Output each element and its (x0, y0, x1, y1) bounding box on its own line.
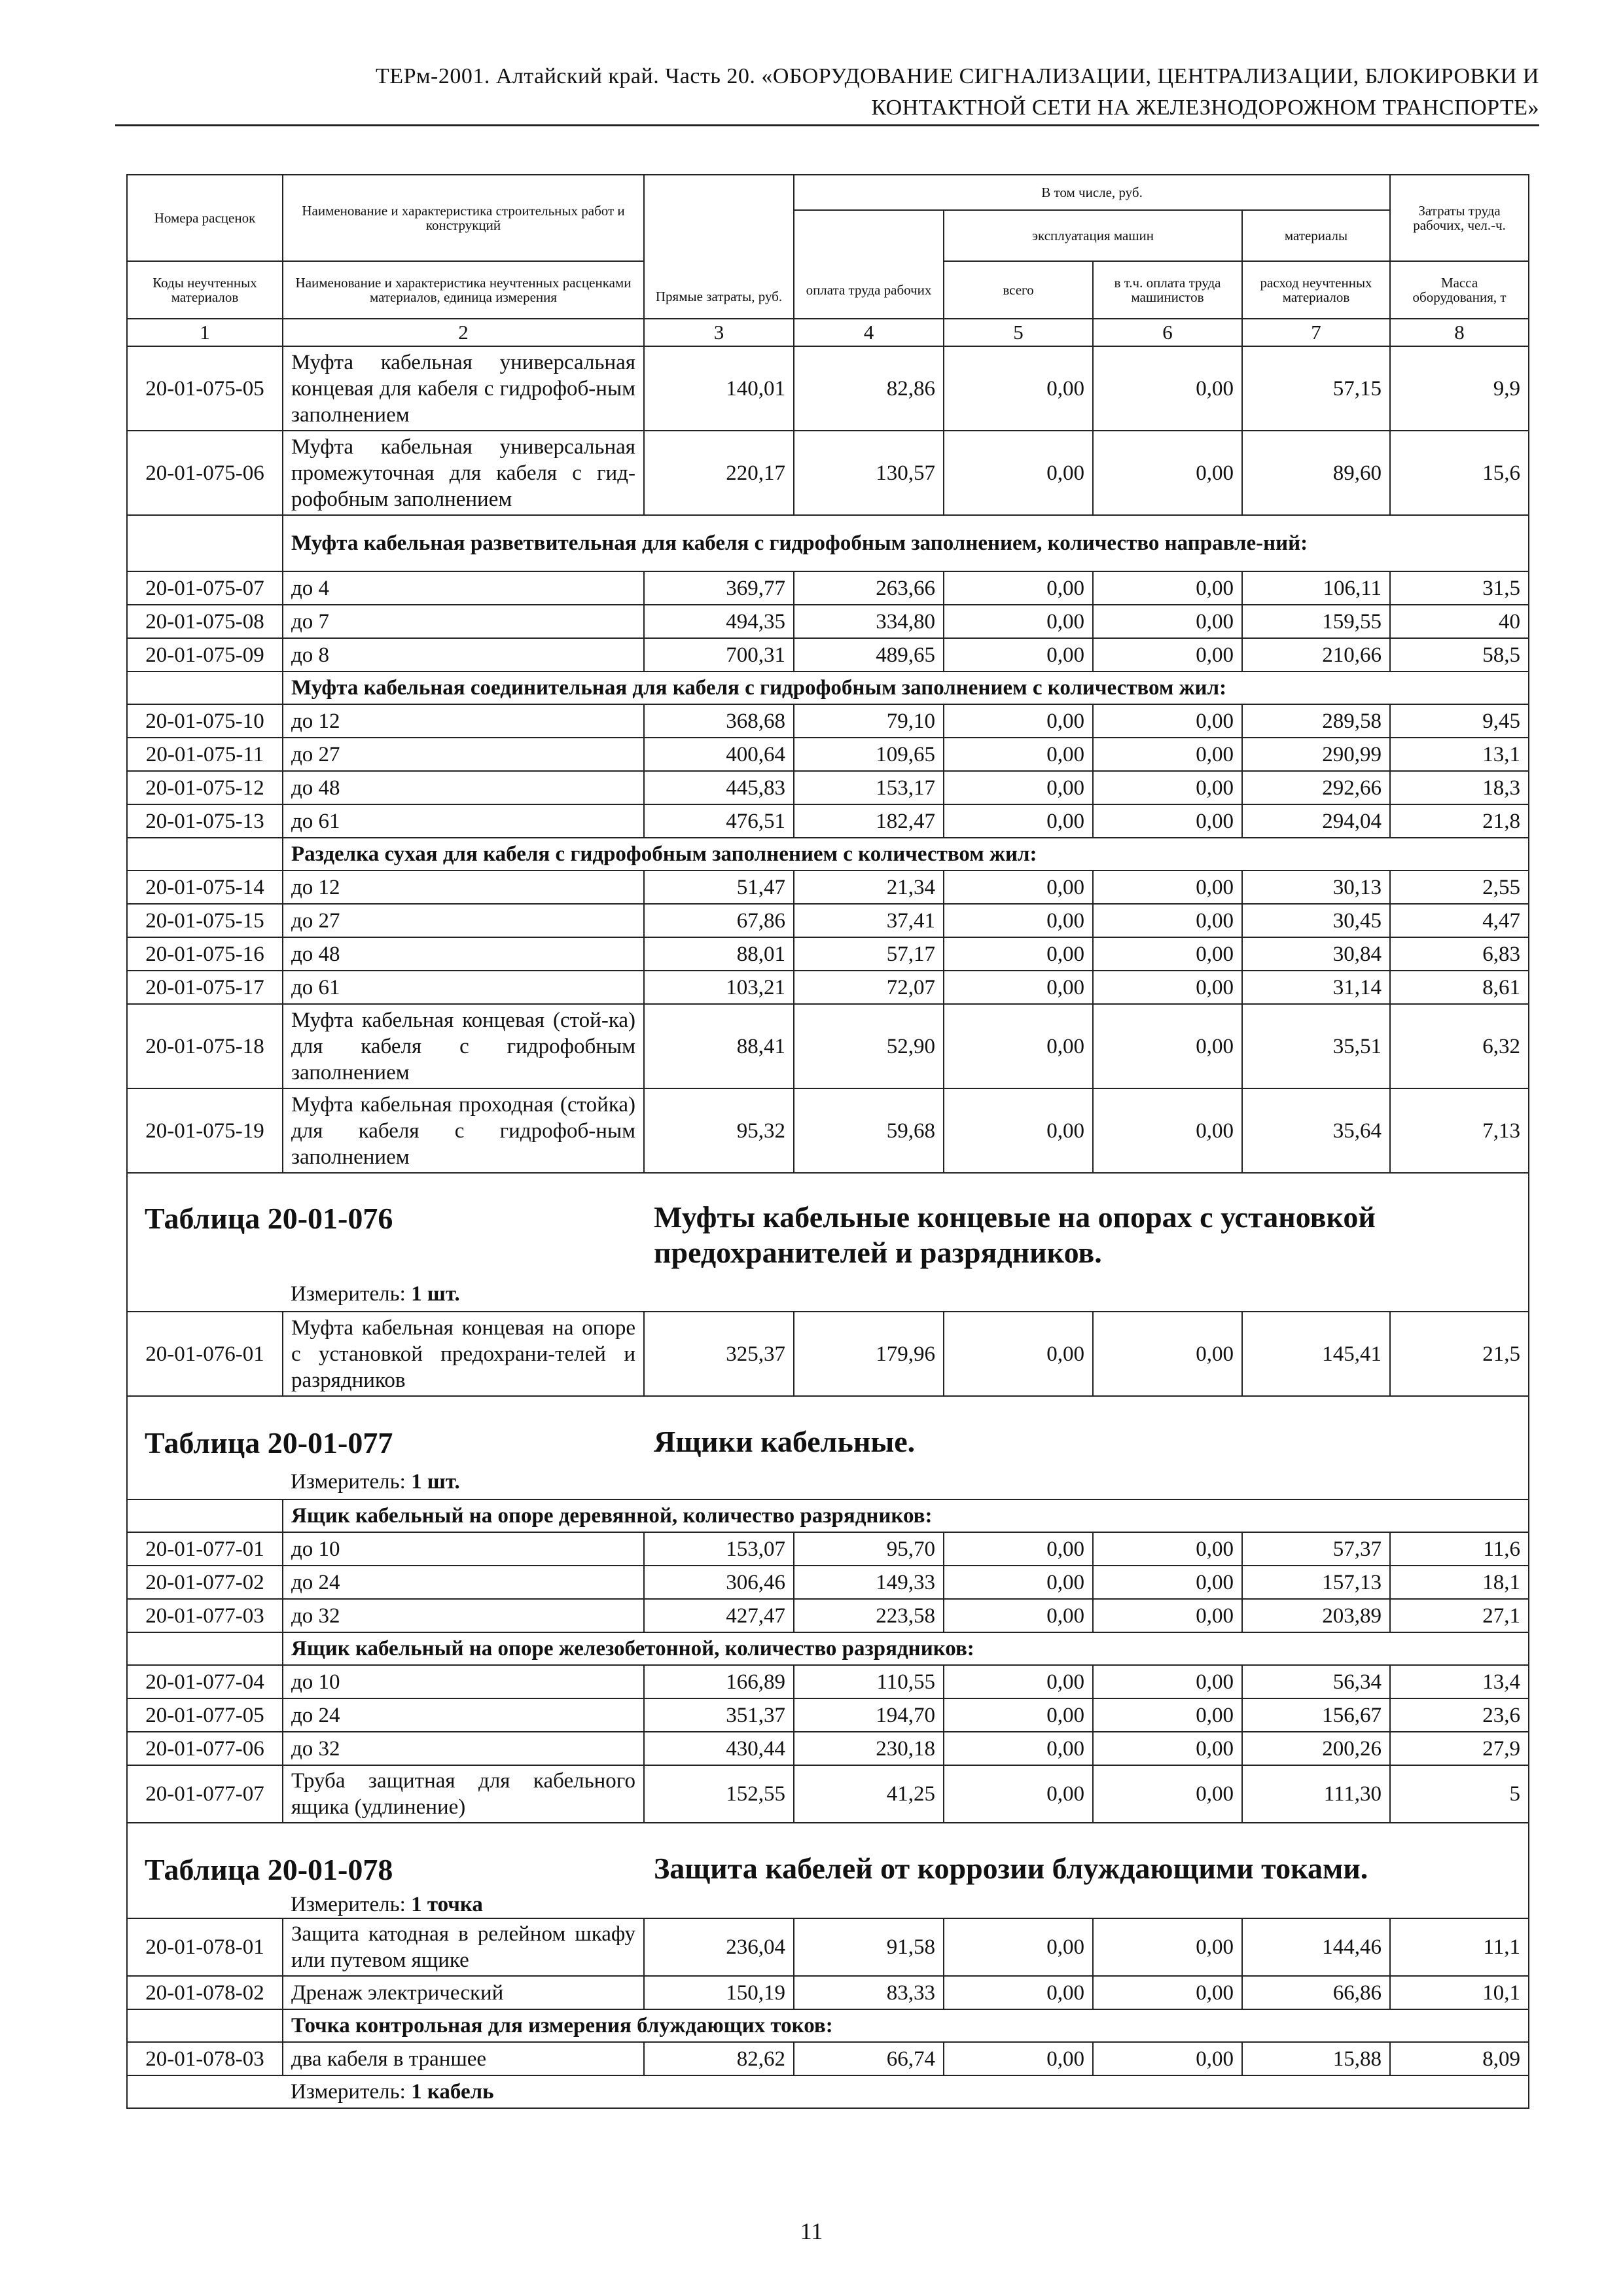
labor-cost: 27,1 (1390, 1599, 1529, 1632)
col-labor: Затраты труда рабочих, чел.-ч. (1390, 175, 1529, 261)
section-heading: Ящик кабельный на опоре деревянной, количество разрядников: (283, 1499, 1529, 1532)
table-row (127, 1532, 1529, 1566)
machines-cost: 0,00 (944, 1732, 1093, 1765)
wages-cost: 21,34 (794, 870, 944, 904)
item-name: до 24 (283, 1698, 644, 1732)
labor-cost: 5 (1390, 1765, 1529, 1823)
machinists-wages: 0,00 (1093, 1312, 1242, 1396)
table-row (127, 904, 1529, 937)
direct-cost: 150,19 (644, 1976, 794, 2009)
machines-cost: 0,00 (944, 605, 1093, 638)
item-name: до 10 (283, 1532, 644, 1566)
direct-cost: 368,68 (644, 704, 794, 738)
col-codes: Коды неучтенных материалов (127, 261, 283, 319)
item-name: Дренаж электрический (283, 1976, 644, 2009)
col-machinists-wages: в т.ч. оплата труда машинистов (1093, 261, 1242, 319)
materials-cost: 200,26 (1242, 1732, 1390, 1765)
item-name: до 12 (283, 704, 644, 738)
table-title: Ящики кабельные. (654, 1425, 916, 1458)
rate-code: 20-01-075-18 (127, 1004, 283, 1088)
machinists-wages: 0,00 (1093, 346, 1242, 431)
materials-cost: 30,45 (1242, 904, 1390, 937)
table-row (127, 771, 1529, 804)
running-header-line-1: ТЕРм-2001. Алтайский край. Часть 20. «ОБОРУДОВАНИЕ СИГНАЛИЗАЦИИ, ЦЕНТРАЛИЗАЦИИ, БЛОКИРОВКИ И (376, 64, 1539, 88)
labor-cost: 15,6 (1390, 431, 1529, 515)
col-number: 5 (944, 319, 1093, 346)
materials-cost: 15,88 (1242, 2042, 1390, 2075)
direct-cost: 325,37 (644, 1312, 794, 1396)
materials-cost: 35,64 (1242, 1088, 1390, 1173)
rate-code: 20-01-077-04 (127, 1665, 283, 1698)
machinists-wages: 0,00 (1093, 1004, 1242, 1088)
col-number: 8 (1390, 319, 1529, 346)
direct-cost: 476,51 (644, 804, 794, 838)
materials-cost: 159,55 (1242, 605, 1390, 638)
wages-cost: 334,80 (794, 605, 944, 638)
rate-code: 20-01-075-10 (127, 704, 283, 738)
machines-cost: 0,00 (944, 1765, 1093, 1823)
materials-cost: 144,46 (1242, 1918, 1390, 1976)
materials-cost: 57,37 (1242, 1532, 1390, 1566)
table-number: Таблица 20-01-077 (145, 1426, 393, 1460)
materials-cost: 203,89 (1242, 1599, 1390, 1632)
table-row (127, 1732, 1529, 1765)
col-machines: эксплуатация машин (944, 210, 1242, 261)
col-wages: оплата труда рабочих (794, 261, 944, 319)
machines-cost: 0,00 (944, 1566, 1093, 1599)
direct-cost: 700,31 (644, 638, 794, 672)
wages-cost: 182,47 (794, 804, 944, 838)
rate-code: 20-01-077-05 (127, 1698, 283, 1732)
header-rule (115, 124, 1539, 126)
machines-cost: 0,00 (944, 571, 1093, 605)
wages-cost: 489,65 (794, 638, 944, 672)
table-row (127, 1976, 1529, 2009)
item-name: до 61 (283, 804, 644, 838)
rate-code: 20-01-075-17 (127, 971, 283, 1004)
wages-cost: 149,33 (794, 1566, 944, 1599)
wages-cost: 179,96 (794, 1312, 944, 1396)
labor-cost: 10,1 (1390, 1976, 1529, 2009)
materials-cost: 210,66 (1242, 638, 1390, 672)
item-name: до 7 (283, 605, 644, 638)
direct-cost: 51,47 (644, 870, 794, 904)
machines-cost: 0,00 (944, 804, 1093, 838)
machinists-wages: 0,00 (1093, 904, 1242, 937)
machinists-wages: 0,00 (1093, 1599, 1242, 1632)
labor-cost: 6,32 (1390, 1004, 1529, 1088)
col-number: 6 (1093, 319, 1242, 346)
item-name: до 32 (283, 1599, 644, 1632)
section-heading: Муфта кабельная соединительная для кабеля с гидрофобным заполнением с количеством жил: (283, 672, 1529, 704)
machinists-wages: 0,00 (1093, 771, 1242, 804)
materials-cost: 157,13 (1242, 1566, 1390, 1599)
wages-cost: 52,90 (794, 1004, 944, 1088)
direct-cost: 67,86 (644, 904, 794, 937)
rate-code: 20-01-075-07 (127, 571, 283, 605)
table-row (127, 571, 1529, 605)
machinists-wages: 0,00 (1093, 738, 1242, 771)
table-row (127, 1088, 1529, 1173)
wages-cost: 79,10 (794, 704, 944, 738)
machinists-wages: 0,00 (1093, 1532, 1242, 1566)
machinists-wages: 0,00 (1093, 1088, 1242, 1173)
wages-cost: 91,58 (794, 1918, 944, 1976)
direct-cost: 400,64 (644, 738, 794, 771)
machinists-wages: 0,00 (1093, 1765, 1242, 1823)
wages-cost: 230,18 (794, 1732, 944, 1765)
labor-cost: 8,61 (1390, 971, 1529, 1004)
col-included: В том числе, руб. (794, 175, 1390, 210)
rate-code: 20-01-077-02 (127, 1566, 283, 1599)
machines-cost: 0,00 (944, 346, 1093, 431)
machines-cost: 0,00 (944, 1312, 1093, 1396)
table-row (127, 870, 1529, 904)
table-row (127, 1918, 1529, 1976)
labor-cost: 2,55 (1390, 870, 1529, 904)
materials-cost: 89,60 (1242, 431, 1390, 515)
wages-cost: 66,74 (794, 2042, 944, 2075)
rate-code: 20-01-077-07 (127, 1765, 283, 1823)
section-heading: Разделка сухая для кабеля с гидрофобным заполнением с количеством жил: (283, 838, 1529, 870)
item-name: до 4 (283, 571, 644, 605)
labor-cost: 31,5 (1390, 571, 1529, 605)
machinists-wages: 0,00 (1093, 638, 1242, 672)
table-row (127, 1312, 1529, 1396)
table-row (127, 1004, 1529, 1088)
rate-code: 20-01-075-12 (127, 771, 283, 804)
rate-code: 20-01-075-16 (127, 937, 283, 971)
item-name: до 10 (283, 1665, 644, 1698)
item-name: Защита катодная в релейном шкафу или путевом ящике (283, 1918, 644, 1976)
table-row (127, 804, 1529, 838)
machinists-wages: 0,00 (1093, 804, 1242, 838)
wages-cost: 110,55 (794, 1665, 944, 1698)
rate-code: 20-01-075-05 (127, 346, 283, 431)
direct-cost: 220,17 (644, 431, 794, 515)
measure-unit: Измеритель: 1 шт. (291, 1470, 460, 1494)
wages-cost: 37,41 (794, 904, 944, 937)
item-name: Муфта кабельная концевая (стой-ка) для кабеля с гидрофобным заполнением (283, 1004, 644, 1088)
rate-code: 20-01-076-01 (127, 1312, 283, 1396)
table-title: Защита кабелей от коррозии блуждающими токами. (654, 1852, 1368, 1885)
item-name: до 8 (283, 638, 644, 672)
machinists-wages: 0,00 (1093, 1698, 1242, 1732)
machines-cost: 0,00 (944, 971, 1093, 1004)
machines-cost: 0,00 (944, 1004, 1093, 1088)
machinists-wages: 0,00 (1093, 605, 1242, 638)
item-name: Муфта кабельная универсальная концевая для кабеля с гидрофоб-ным заполнением (283, 346, 644, 431)
col-number: 2 (283, 319, 644, 346)
table-row (127, 605, 1529, 638)
wages-cost: 109,65 (794, 738, 944, 771)
wages-cost: 130,57 (794, 431, 944, 515)
direct-cost: 152,55 (644, 1765, 794, 1823)
wages-cost: 57,17 (794, 937, 944, 971)
col-number: 4 (794, 319, 944, 346)
rate-code: 20-01-075-08 (127, 605, 283, 638)
materials-cost: 57,15 (1242, 346, 1390, 431)
machines-cost: 0,00 (944, 1976, 1093, 2009)
table-number: Таблица 20-01-078 (145, 1853, 393, 1886)
wages-cost: 72,07 (794, 971, 944, 1004)
table-number: Таблица 20-01-076 (145, 1202, 393, 1235)
direct-cost: 494,35 (644, 605, 794, 638)
materials-cost: 56,34 (1242, 1665, 1390, 1698)
rate-code: 20-01-078-02 (127, 1976, 283, 2009)
labor-cost: 9,9 (1390, 346, 1529, 431)
measure-unit: Измеритель: 1 кабель (127, 2075, 1529, 2108)
direct-cost: 351,37 (644, 1698, 794, 1732)
item-name: Муфта кабельная проходная (стойка) для кабеля с гидрофоб-ным заполнением (283, 1088, 644, 1173)
section-heading: Точка контрольная для измерения блуждающих токов: (283, 2009, 1529, 2042)
rate-code: 20-01-075-19 (127, 1088, 283, 1173)
machinists-wages: 0,00 (1093, 1566, 1242, 1599)
direct-cost: 236,04 (644, 1918, 794, 1976)
table-row (127, 1698, 1529, 1732)
wages-cost: 59,68 (794, 1088, 944, 1173)
machines-cost: 0,00 (944, 431, 1093, 515)
table-row (127, 2042, 1529, 2075)
table-row (127, 638, 1529, 672)
machines-cost: 0,00 (944, 1698, 1093, 1732)
rate-code: 20-01-075-11 (127, 738, 283, 771)
machinists-wages: 0,00 (1093, 704, 1242, 738)
labor-cost: 13,4 (1390, 1665, 1529, 1698)
table-row (127, 704, 1529, 738)
direct-cost: 369,77 (644, 571, 794, 605)
machinists-wages: 0,00 (1093, 870, 1242, 904)
item-name: до 12 (283, 870, 644, 904)
page-number: 11 (800, 2218, 823, 2244)
rate-code: 20-01-075-06 (127, 431, 283, 515)
measure-unit: Измеритель: 1 шт. (291, 1282, 460, 1306)
wages-cost: 83,33 (794, 1976, 944, 2009)
item-name: Труба защитная для кабельного ящика (удлинение) (283, 1765, 644, 1823)
item-name: до 48 (283, 771, 644, 804)
table-row (127, 431, 1529, 515)
machinists-wages: 0,00 (1093, 2042, 1242, 2075)
materials-cost: 290,99 (1242, 738, 1390, 771)
machinists-wages: 0,00 (1093, 1976, 1242, 2009)
direct-cost: 103,21 (644, 971, 794, 1004)
labor-cost: 21,5 (1390, 1312, 1529, 1396)
machinists-wages: 0,00 (1093, 937, 1242, 971)
item-name: до 48 (283, 937, 644, 971)
labor-cost: 9,45 (1390, 704, 1529, 738)
materials-cost: 289,58 (1242, 704, 1390, 738)
wages-cost: 263,66 (794, 571, 944, 605)
col-number: 7 (1242, 319, 1390, 346)
direct-cost: 153,07 (644, 1532, 794, 1566)
col-material-consumption: расход неучтенных материалов (1242, 261, 1390, 319)
materials-cost: 106,11 (1242, 571, 1390, 605)
machines-cost: 0,00 (944, 1665, 1093, 1698)
item-name: до 61 (283, 971, 644, 1004)
machinists-wages: 0,00 (1093, 1918, 1242, 1976)
machinists-wages: 0,00 (1093, 571, 1242, 605)
col-number: 3 (644, 319, 794, 346)
measure-unit: Измеритель: 1 точка (291, 1893, 483, 1916)
item-name: Муфта кабельная универсальная промежуточная для кабеля с гид-рофобным заполнением (283, 431, 644, 515)
machines-cost: 0,00 (944, 738, 1093, 771)
direct-cost: 88,01 (644, 937, 794, 971)
col-equipment-mass: Масса оборудования, т (1390, 261, 1529, 319)
item-name: до 27 (283, 738, 644, 771)
direct-cost: 95,32 (644, 1088, 794, 1173)
machines-cost: 0,00 (944, 771, 1093, 804)
wages-cost: 223,58 (794, 1599, 944, 1632)
direct-cost: 445,83 (644, 771, 794, 804)
col-materials: материалы (1242, 210, 1390, 261)
col-rate-numbers: Номера расценок (127, 175, 283, 261)
table-row (127, 1665, 1529, 1698)
direct-cost: 430,44 (644, 1732, 794, 1765)
machinists-wages: 0,00 (1093, 1732, 1242, 1765)
direct-cost: 306,46 (644, 1566, 794, 1599)
labor-cost: 11,6 (1390, 1532, 1529, 1566)
machinists-wages: 0,00 (1093, 1665, 1242, 1698)
labor-cost: 18,1 (1390, 1566, 1529, 1599)
col-machines-total: всего (944, 261, 1093, 319)
labor-cost: 4,47 (1390, 904, 1529, 937)
rate-code: 20-01-077-01 (127, 1532, 283, 1566)
item-name: Муфта кабельная концевая на опоре с установкой предохрани-телей и разрядников (283, 1312, 644, 1396)
item-name: до 32 (283, 1732, 644, 1765)
labor-cost: 21,8 (1390, 804, 1529, 838)
machines-cost: 0,00 (944, 2042, 1093, 2075)
machinists-wages: 0,00 (1093, 431, 1242, 515)
wages-cost: 194,70 (794, 1698, 944, 1732)
rate-code: 20-01-075-15 (127, 904, 283, 937)
table-row (127, 1566, 1529, 1599)
materials-cost: 31,14 (1242, 971, 1390, 1004)
machines-cost: 0,00 (944, 870, 1093, 904)
col-name: Наименование и характеристика строительных работ и конструкций (283, 175, 644, 261)
wages-cost: 95,70 (794, 1532, 944, 1566)
direct-cost: 140,01 (644, 346, 794, 431)
table-row (127, 346, 1529, 431)
col-number: 1 (127, 319, 283, 346)
section-heading: Ящик кабельный на опоре железобетонной, количество разрядников: (283, 1632, 1529, 1665)
item-name: два кабеля в траншее (283, 2042, 644, 2075)
labor-cost: 8,09 (1390, 2042, 1529, 2075)
machines-cost: 0,00 (944, 1599, 1093, 1632)
direct-cost: 166,89 (644, 1665, 794, 1698)
machines-cost: 0,00 (944, 638, 1093, 672)
materials-cost: 294,04 (1242, 804, 1390, 838)
rates-table (126, 174, 1529, 2109)
labor-cost: 40 (1390, 605, 1529, 638)
materials-cost: 30,84 (1242, 937, 1390, 971)
materials-cost: 111,30 (1242, 1765, 1390, 1823)
labor-cost: 6,83 (1390, 937, 1529, 971)
machines-cost: 0,00 (944, 704, 1093, 738)
rate-code: 20-01-075-09 (127, 638, 283, 672)
machinists-wages: 0,00 (1093, 971, 1242, 1004)
labor-cost: 7,13 (1390, 1088, 1529, 1173)
table-title: Муфты кабельные концевые на опорах с установкой предохранителей и разрядников. (654, 1200, 1376, 1269)
wages-cost: 153,17 (794, 771, 944, 804)
materials-cost: 145,41 (1242, 1312, 1390, 1396)
col-name-unaccounted: Наименование и характеристика неучтенных расценками материалов, единица измерения (283, 261, 644, 319)
labor-cost: 27,9 (1390, 1732, 1529, 1765)
labor-cost: 11,1 (1390, 1918, 1529, 1976)
machines-cost: 0,00 (944, 937, 1093, 971)
wages-cost: 41,25 (794, 1765, 944, 1823)
machines-cost: 0,00 (944, 1918, 1093, 1976)
rate-code: 20-01-075-14 (127, 870, 283, 904)
materials-cost: 292,66 (1242, 771, 1390, 804)
machines-cost: 0,00 (944, 1088, 1093, 1173)
direct-cost: 82,62 (644, 2042, 794, 2075)
col-direct-costs: Прямые затраты, руб. (644, 175, 794, 319)
rate-code: 20-01-077-06 (127, 1732, 283, 1765)
rate-code: 20-01-078-01 (127, 1918, 283, 1976)
table-row (127, 1599, 1529, 1632)
machines-cost: 0,00 (944, 1532, 1093, 1566)
table-row (127, 937, 1529, 971)
table-row (127, 738, 1529, 771)
item-name: до 27 (283, 904, 644, 937)
labor-cost: 58,5 (1390, 638, 1529, 672)
direct-cost: 427,47 (644, 1599, 794, 1632)
materials-cost: 30,13 (1242, 870, 1390, 904)
wages-cost: 82,86 (794, 346, 944, 431)
rate-code: 20-01-075-13 (127, 804, 283, 838)
materials-cost: 66,86 (1242, 1976, 1390, 2009)
section-heading: Муфта кабельная разветвительная для кабеля с гидрофобным заполнением, количество направле-ний: (283, 515, 1529, 571)
table-row (127, 1765, 1529, 1823)
machines-cost: 0,00 (944, 904, 1093, 937)
labor-cost: 13,1 (1390, 738, 1529, 771)
running-header-line-2: КОНТАКТНОЙ СЕТИ НА ЖЕЛЕЗНОДОРОЖНОМ ТРАНСПОРТЕ» (871, 96, 1539, 120)
materials-cost: 156,67 (1242, 1698, 1390, 1732)
table-row (127, 971, 1529, 1004)
direct-cost: 88,41 (644, 1004, 794, 1088)
labor-cost: 18,3 (1390, 771, 1529, 804)
labor-cost: 23,6 (1390, 1698, 1529, 1732)
materials-cost: 35,51 (1242, 1004, 1390, 1088)
item-name: до 24 (283, 1566, 644, 1599)
rate-code: 20-01-078-03 (127, 2042, 283, 2075)
table-body (127, 346, 1529, 2108)
rate-code: 20-01-077-03 (127, 1599, 283, 1632)
